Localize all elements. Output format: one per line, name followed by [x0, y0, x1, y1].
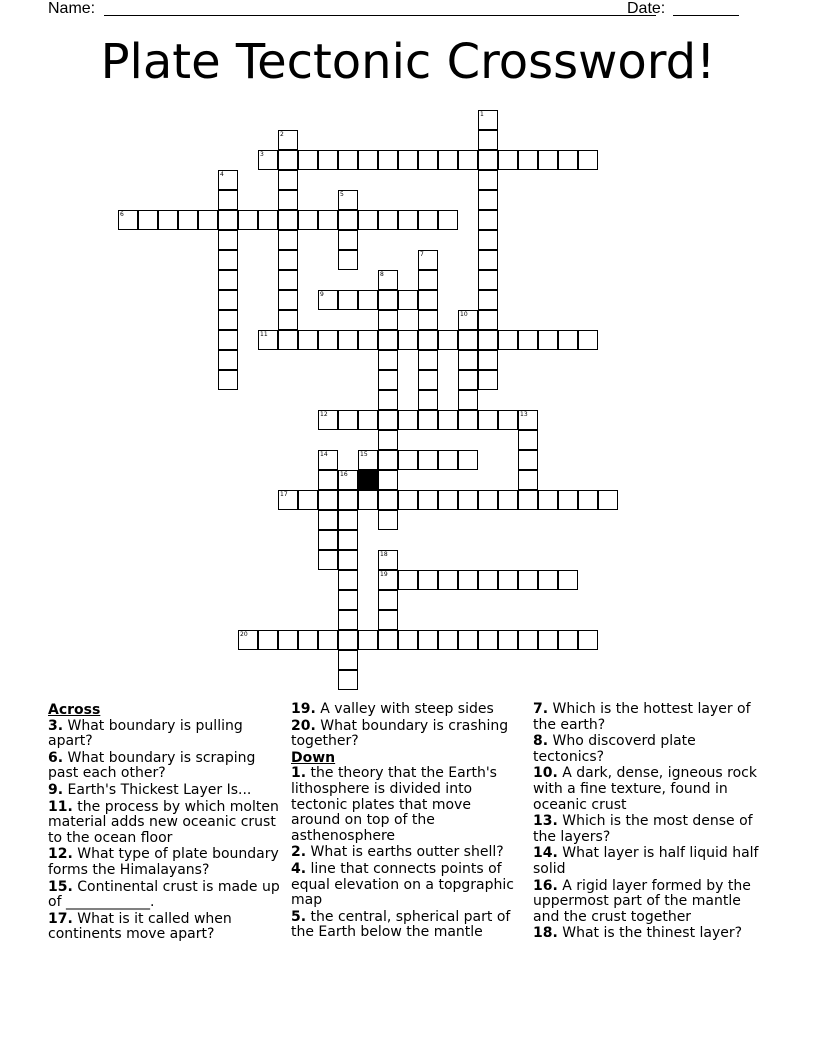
clue-text: Which is the hottest layer of the earth? — [533, 701, 751, 733]
grid-cell[interactable] — [518, 490, 538, 510]
grid-cell[interactable] — [538, 570, 558, 590]
clue-text: the process by which molten material adds new oceanic crust to the ocean floor — [48, 798, 279, 846]
grid-cell[interactable] — [238, 210, 258, 230]
grid-cell[interactable] — [418, 210, 438, 230]
clue-number: 5. — [291, 908, 307, 925]
clue-item — [48, 880, 280, 911]
grid-cell[interactable] — [278, 190, 298, 210]
grid-cell[interactable] — [258, 210, 278, 230]
clue-number: 13. — [533, 813, 558, 830]
grid-cell[interactable] — [518, 330, 538, 350]
clue-number: 4. — [291, 860, 307, 877]
grid-cell[interactable] — [398, 570, 418, 590]
clue-text: What is the thinest layer? — [562, 925, 743, 942]
grid-cell[interactable] — [278, 210, 298, 230]
grid-cell[interactable] — [478, 310, 498, 330]
grid-cell[interactable] — [378, 490, 398, 510]
clue-item — [48, 912, 280, 943]
grid-cell[interactable] — [538, 490, 558, 510]
grid-cell[interactable] — [318, 530, 338, 550]
clue-text: What is earths outter shell? — [310, 844, 504, 861]
grid-cell[interactable] — [538, 330, 558, 350]
clue-item — [291, 719, 523, 750]
grid-cell[interactable] — [558, 330, 578, 350]
grid-cell[interactable] — [398, 410, 418, 430]
grid-cell[interactable] — [378, 510, 398, 530]
grid-cell[interactable] — [338, 550, 358, 570]
grid-cell[interactable] — [418, 270, 438, 290]
grid-cell[interactable] — [338, 610, 358, 630]
grid-cell[interactable] — [538, 150, 558, 170]
grid-cell[interactable] — [378, 390, 398, 410]
clue-item — [533, 734, 765, 765]
grid-cell[interactable] — [458, 630, 478, 650]
clue-number-label: 15 — [360, 451, 368, 458]
grid-cell[interactable] — [438, 450, 458, 470]
grid-cell[interactable] — [378, 590, 398, 610]
grid-cell[interactable] — [598, 490, 618, 510]
clue-number: 16. — [533, 877, 558, 894]
clue-number-label: 3 — [260, 151, 264, 158]
grid-cell[interactable] — [518, 630, 538, 650]
clues-column-3 — [533, 702, 765, 943]
grid-cell[interactable] — [218, 310, 238, 330]
grid-cell[interactable] — [278, 310, 298, 330]
clue-number: 20. — [291, 717, 316, 734]
clue-number-label: 13 — [520, 411, 528, 418]
grid-cell[interactable] — [378, 630, 398, 650]
clue-text: A dark, dense, igneous rock with a fine texture, found in oceanic crust — [533, 765, 757, 813]
grid-cell[interactable] — [338, 410, 358, 430]
grid-cell[interactable] — [558, 570, 578, 590]
grid-cell[interactable] — [318, 630, 338, 650]
clue-text: A rigid layer formed by the uppermost part of the mantle and the crust together — [533, 877, 751, 925]
clue-item — [48, 847, 280, 878]
clue-item — [291, 910, 523, 941]
grid-cell[interactable] — [358, 150, 378, 170]
grid-cell[interactable] — [498, 410, 518, 430]
grid-cell[interactable] — [378, 450, 398, 470]
grid-cell[interactable] — [298, 330, 318, 350]
grid-cell[interactable] — [438, 330, 458, 350]
grid-cell[interactable] — [338, 670, 358, 690]
grid-cell[interactable] — [518, 430, 538, 450]
grid-cell[interactable] — [338, 530, 358, 550]
grid-cell[interactable] — [478, 190, 498, 210]
grid-cell[interactable] — [218, 190, 238, 210]
grid-cell[interactable] — [458, 330, 478, 350]
grid-cell[interactable] — [358, 630, 378, 650]
grid-cell[interactable] — [438, 210, 458, 230]
grid-cell[interactable] — [418, 390, 438, 410]
grid-cell[interactable] — [418, 290, 438, 310]
grid-cell[interactable] — [478, 290, 498, 310]
grid-cell[interactable] — [478, 630, 498, 650]
grid-cell[interactable] — [398, 630, 418, 650]
grid-cell[interactable] — [478, 490, 498, 510]
grid-cell[interactable] — [558, 150, 578, 170]
clue-text: Earth's Thickest Layer Is... — [67, 781, 252, 798]
grid-cell[interactable] — [458, 390, 478, 410]
clue-number-label: 20 — [240, 631, 248, 638]
grid-cell[interactable] — [478, 210, 498, 230]
grid-cell[interactable] — [178, 210, 198, 230]
clue-text: What boundary is scraping past each other? — [48, 749, 256, 782]
grid-cell[interactable] — [338, 150, 358, 170]
grid-cell[interactable] — [418, 350, 438, 370]
grid-cell[interactable] — [458, 570, 478, 590]
grid-cell[interactable] — [218, 330, 238, 350]
grid-cell[interactable] — [338, 630, 358, 650]
grid-cell[interactable] — [338, 210, 358, 230]
grid-cell[interactable] — [378, 290, 398, 310]
grid-cell[interactable] — [338, 570, 358, 590]
grid-block-cell — [358, 470, 378, 490]
grid-cell[interactable] — [218, 370, 238, 390]
grid-cell[interactable] — [518, 450, 538, 470]
clue-item — [533, 702, 765, 733]
grid-cell[interactable] — [378, 310, 398, 330]
grid-cell[interactable] — [458, 350, 478, 370]
grid-cell[interactable] — [318, 210, 338, 230]
grid-cell[interactable] — [278, 270, 298, 290]
grid-cell[interactable] — [378, 430, 398, 450]
grid-cell[interactable] — [398, 490, 418, 510]
grid-cell[interactable] — [438, 630, 458, 650]
clues-column-1 — [48, 702, 280, 944]
grid-cell[interactable] — [218, 290, 238, 310]
clue-number-label: 14 — [320, 451, 328, 458]
clue-item — [48, 783, 280, 799]
grid-cell[interactable] — [398, 450, 418, 470]
grid-cell[interactable] — [338, 330, 358, 350]
grid-cell[interactable] — [298, 150, 318, 170]
grid-cell[interactable] — [318, 550, 338, 570]
clue-text: the theory that the Earth's lithosphere is divided into tectonic plates that move around on top of the asthenosphere — [291, 765, 497, 844]
grid-cell[interactable] — [438, 570, 458, 590]
grid-cell[interactable] — [378, 370, 398, 390]
name-label: Name: — [48, 0, 96, 17]
clue-item — [533, 766, 765, 813]
grid-cell[interactable] — [538, 630, 558, 650]
clue-number-label: 4 — [220, 171, 224, 178]
grid-cell[interactable] — [498, 630, 518, 650]
grid-cell[interactable] — [478, 370, 498, 390]
clue-number-label: 5 — [340, 191, 344, 198]
grid-cell[interactable] — [438, 150, 458, 170]
grid-cell[interactable] — [278, 230, 298, 250]
grid-cell[interactable] — [498, 490, 518, 510]
clue-number: 11. — [48, 798, 73, 815]
clue-number: 7. — [533, 701, 549, 717]
clue-text: What is it called when continents move apart? — [48, 910, 232, 943]
grid-cell[interactable] — [298, 210, 318, 230]
clue-text: What boundary is pulling apart? — [48, 717, 243, 750]
clue-number: 3. — [48, 717, 64, 734]
clue-item — [48, 719, 280, 750]
grid-cell[interactable] — [578, 490, 598, 510]
grid-cell[interactable] — [198, 210, 218, 230]
clue-number: 2. — [291, 844, 307, 861]
grid-cell[interactable] — [398, 290, 418, 310]
clue-number-label: 12 — [320, 411, 328, 418]
clue-item — [291, 845, 523, 861]
clue-item — [533, 926, 765, 942]
clue-number: 1. — [291, 765, 307, 782]
grid-cell[interactable] — [418, 570, 438, 590]
clue-number-label: 17 — [280, 491, 288, 498]
clue-number-label: 18 — [380, 551, 388, 558]
clue-number: 9. — [48, 781, 64, 798]
grid-cell[interactable] — [478, 130, 498, 150]
grid-cell[interactable] — [318, 510, 338, 530]
grid-cell[interactable] — [278, 250, 298, 270]
grid-cell[interactable] — [578, 630, 598, 650]
grid-cell[interactable] — [358, 210, 378, 230]
grid-cell[interactable] — [518, 150, 538, 170]
grid-cell[interactable] — [278, 290, 298, 310]
grid-cell[interactable] — [318, 330, 338, 350]
grid-cell[interactable] — [298, 490, 318, 510]
clue-number-label: 2 — [280, 131, 284, 138]
grid-cell[interactable] — [398, 330, 418, 350]
grid-cell[interactable] — [258, 630, 278, 650]
down-heading: Down — [291, 749, 336, 766]
grid-cell[interactable] — [418, 450, 438, 470]
grid-cell[interactable] — [458, 370, 478, 390]
grid-cell[interactable] — [398, 210, 418, 230]
grid-cell[interactable] — [138, 210, 158, 230]
grid-cell[interactable] — [378, 350, 398, 370]
clue-number-label: 19 — [380, 571, 388, 578]
clue-number: 19. — [291, 701, 316, 717]
grid-cell[interactable] — [378, 610, 398, 630]
clue-text: What boundary is crashing together? — [291, 717, 509, 750]
grid-cell[interactable] — [578, 330, 598, 350]
grid-cell[interactable] — [478, 170, 498, 190]
clue-number: 14. — [533, 845, 558, 862]
grid-cell[interactable] — [318, 150, 338, 170]
clue-number: 18. — [533, 925, 558, 942]
grid-cell[interactable] — [358, 410, 378, 430]
clue-text: What type of plate boundary forms the Himalayans? — [48, 846, 279, 878]
grid-cell[interactable] — [458, 410, 478, 430]
grid-cell[interactable] — [278, 170, 298, 190]
clue-number-label: 9 — [320, 291, 324, 298]
grid-cell[interactable] — [458, 490, 478, 510]
grid-cell[interactable] — [478, 410, 498, 430]
page-title: Plate Tectonic Crossword! — [100, 34, 716, 90]
grid-cell[interactable] — [418, 150, 438, 170]
clue-item — [533, 879, 765, 926]
grid-cell[interactable] — [578, 150, 598, 170]
grid-cell[interactable] — [338, 650, 358, 670]
clue-number-label: 16 — [340, 471, 348, 478]
clue-number: 12. — [48, 846, 73, 863]
grid-cell[interactable] — [278, 630, 298, 650]
grid-cell[interactable] — [218, 270, 238, 290]
clue-number-label: 8 — [380, 271, 384, 278]
grid-cell[interactable] — [518, 470, 538, 490]
clue-number: 10. — [533, 765, 558, 782]
date-label: Date: — [627, 0, 666, 17]
grid-cell[interactable] — [458, 450, 478, 470]
grid-cell[interactable] — [478, 270, 498, 290]
grid-cell[interactable] — [378, 330, 398, 350]
clue-text: Continental crust is made up of ____________. — [48, 878, 280, 911]
clue-text: Which is the most dense of the layers? — [533, 813, 753, 845]
grid-cell[interactable] — [298, 630, 318, 650]
clue-number: 15. — [48, 878, 73, 895]
clue-text: Who discoverd plate tectonics? — [533, 733, 696, 765]
clue-number-label: 11 — [260, 331, 268, 338]
clue-number-label: 1 — [480, 111, 484, 118]
clue-item — [291, 702, 523, 718]
grid-cell[interactable] — [478, 350, 498, 370]
clue-item — [48, 800, 280, 847]
grid-cell[interactable] — [418, 630, 438, 650]
grid-cell[interactable] — [218, 250, 238, 270]
grid-cell[interactable] — [438, 490, 458, 510]
clue-item — [533, 846, 765, 877]
grid-cell[interactable] — [358, 290, 378, 310]
grid-cell[interactable] — [418, 370, 438, 390]
grid-cell[interactable] — [498, 570, 518, 590]
grid-cell[interactable] — [558, 490, 578, 510]
clues-column-2 — [291, 702, 523, 942]
clue-item — [48, 751, 280, 782]
grid-cell[interactable] — [378, 210, 398, 230]
grid-cell[interactable] — [378, 470, 398, 490]
grid-cell[interactable] — [478, 250, 498, 270]
grid-cell[interactable] — [338, 510, 358, 530]
grid-cell[interactable] — [378, 410, 398, 430]
grid-cell[interactable] — [338, 590, 358, 610]
grid-cell[interactable] — [338, 490, 358, 510]
grid-cell[interactable] — [338, 230, 358, 250]
grid-cell[interactable] — [478, 230, 498, 250]
across-heading: Across — [48, 702, 101, 718]
clue-number: 17. — [48, 910, 73, 927]
clue-number-label: 6 — [120, 211, 124, 218]
clue-number: 6. — [48, 749, 64, 766]
clue-text: A valley with steep sides — [320, 701, 494, 717]
clue-number-label: 10 — [460, 311, 468, 318]
grid-cell[interactable] — [218, 210, 238, 230]
grid-cell[interactable] — [218, 230, 238, 250]
clue-number: 8. — [533, 733, 549, 750]
grid-cell[interactable] — [418, 490, 438, 510]
grid-cell[interactable] — [158, 210, 178, 230]
grid-cell[interactable] — [318, 470, 338, 490]
grid-cell[interactable] — [338, 250, 358, 270]
grid-cell[interactable] — [498, 330, 518, 350]
clue-item — [291, 766, 523, 844]
grid-cell[interactable] — [358, 490, 378, 510]
grid-cell[interactable] — [478, 570, 498, 590]
grid-cell[interactable] — [358, 330, 378, 350]
grid-cell[interactable] — [278, 150, 298, 170]
clue-number-label: 7 — [420, 251, 424, 258]
grid-cell[interactable] — [438, 410, 458, 430]
grid-cell[interactable] — [218, 350, 238, 370]
grid-cell[interactable] — [278, 330, 298, 350]
grid-cell[interactable] — [338, 290, 358, 310]
grid-cell[interactable] — [418, 330, 438, 350]
grid-cell[interactable] — [518, 570, 538, 590]
clue-item — [291, 862, 523, 909]
grid-cell[interactable] — [478, 330, 498, 350]
grid-cell[interactable] — [558, 630, 578, 650]
grid-cell[interactable] — [498, 150, 518, 170]
grid-cell[interactable] — [478, 150, 498, 170]
clue-text: the central, spherical part of the Earth below the mantle — [291, 908, 511, 941]
grid-cell[interactable] — [378, 150, 398, 170]
grid-cell[interactable] — [418, 310, 438, 330]
grid-cell[interactable] — [418, 410, 438, 430]
grid-cell[interactable] — [458, 150, 478, 170]
clue-text: What layer is half liquid half solid — [533, 845, 759, 877]
clue-item — [533, 814, 765, 845]
grid-cell[interactable] — [398, 150, 418, 170]
grid-cell[interactable] — [318, 490, 338, 510]
clue-text: line that connects points of equal elevation on a topgraphic map — [291, 860, 514, 909]
